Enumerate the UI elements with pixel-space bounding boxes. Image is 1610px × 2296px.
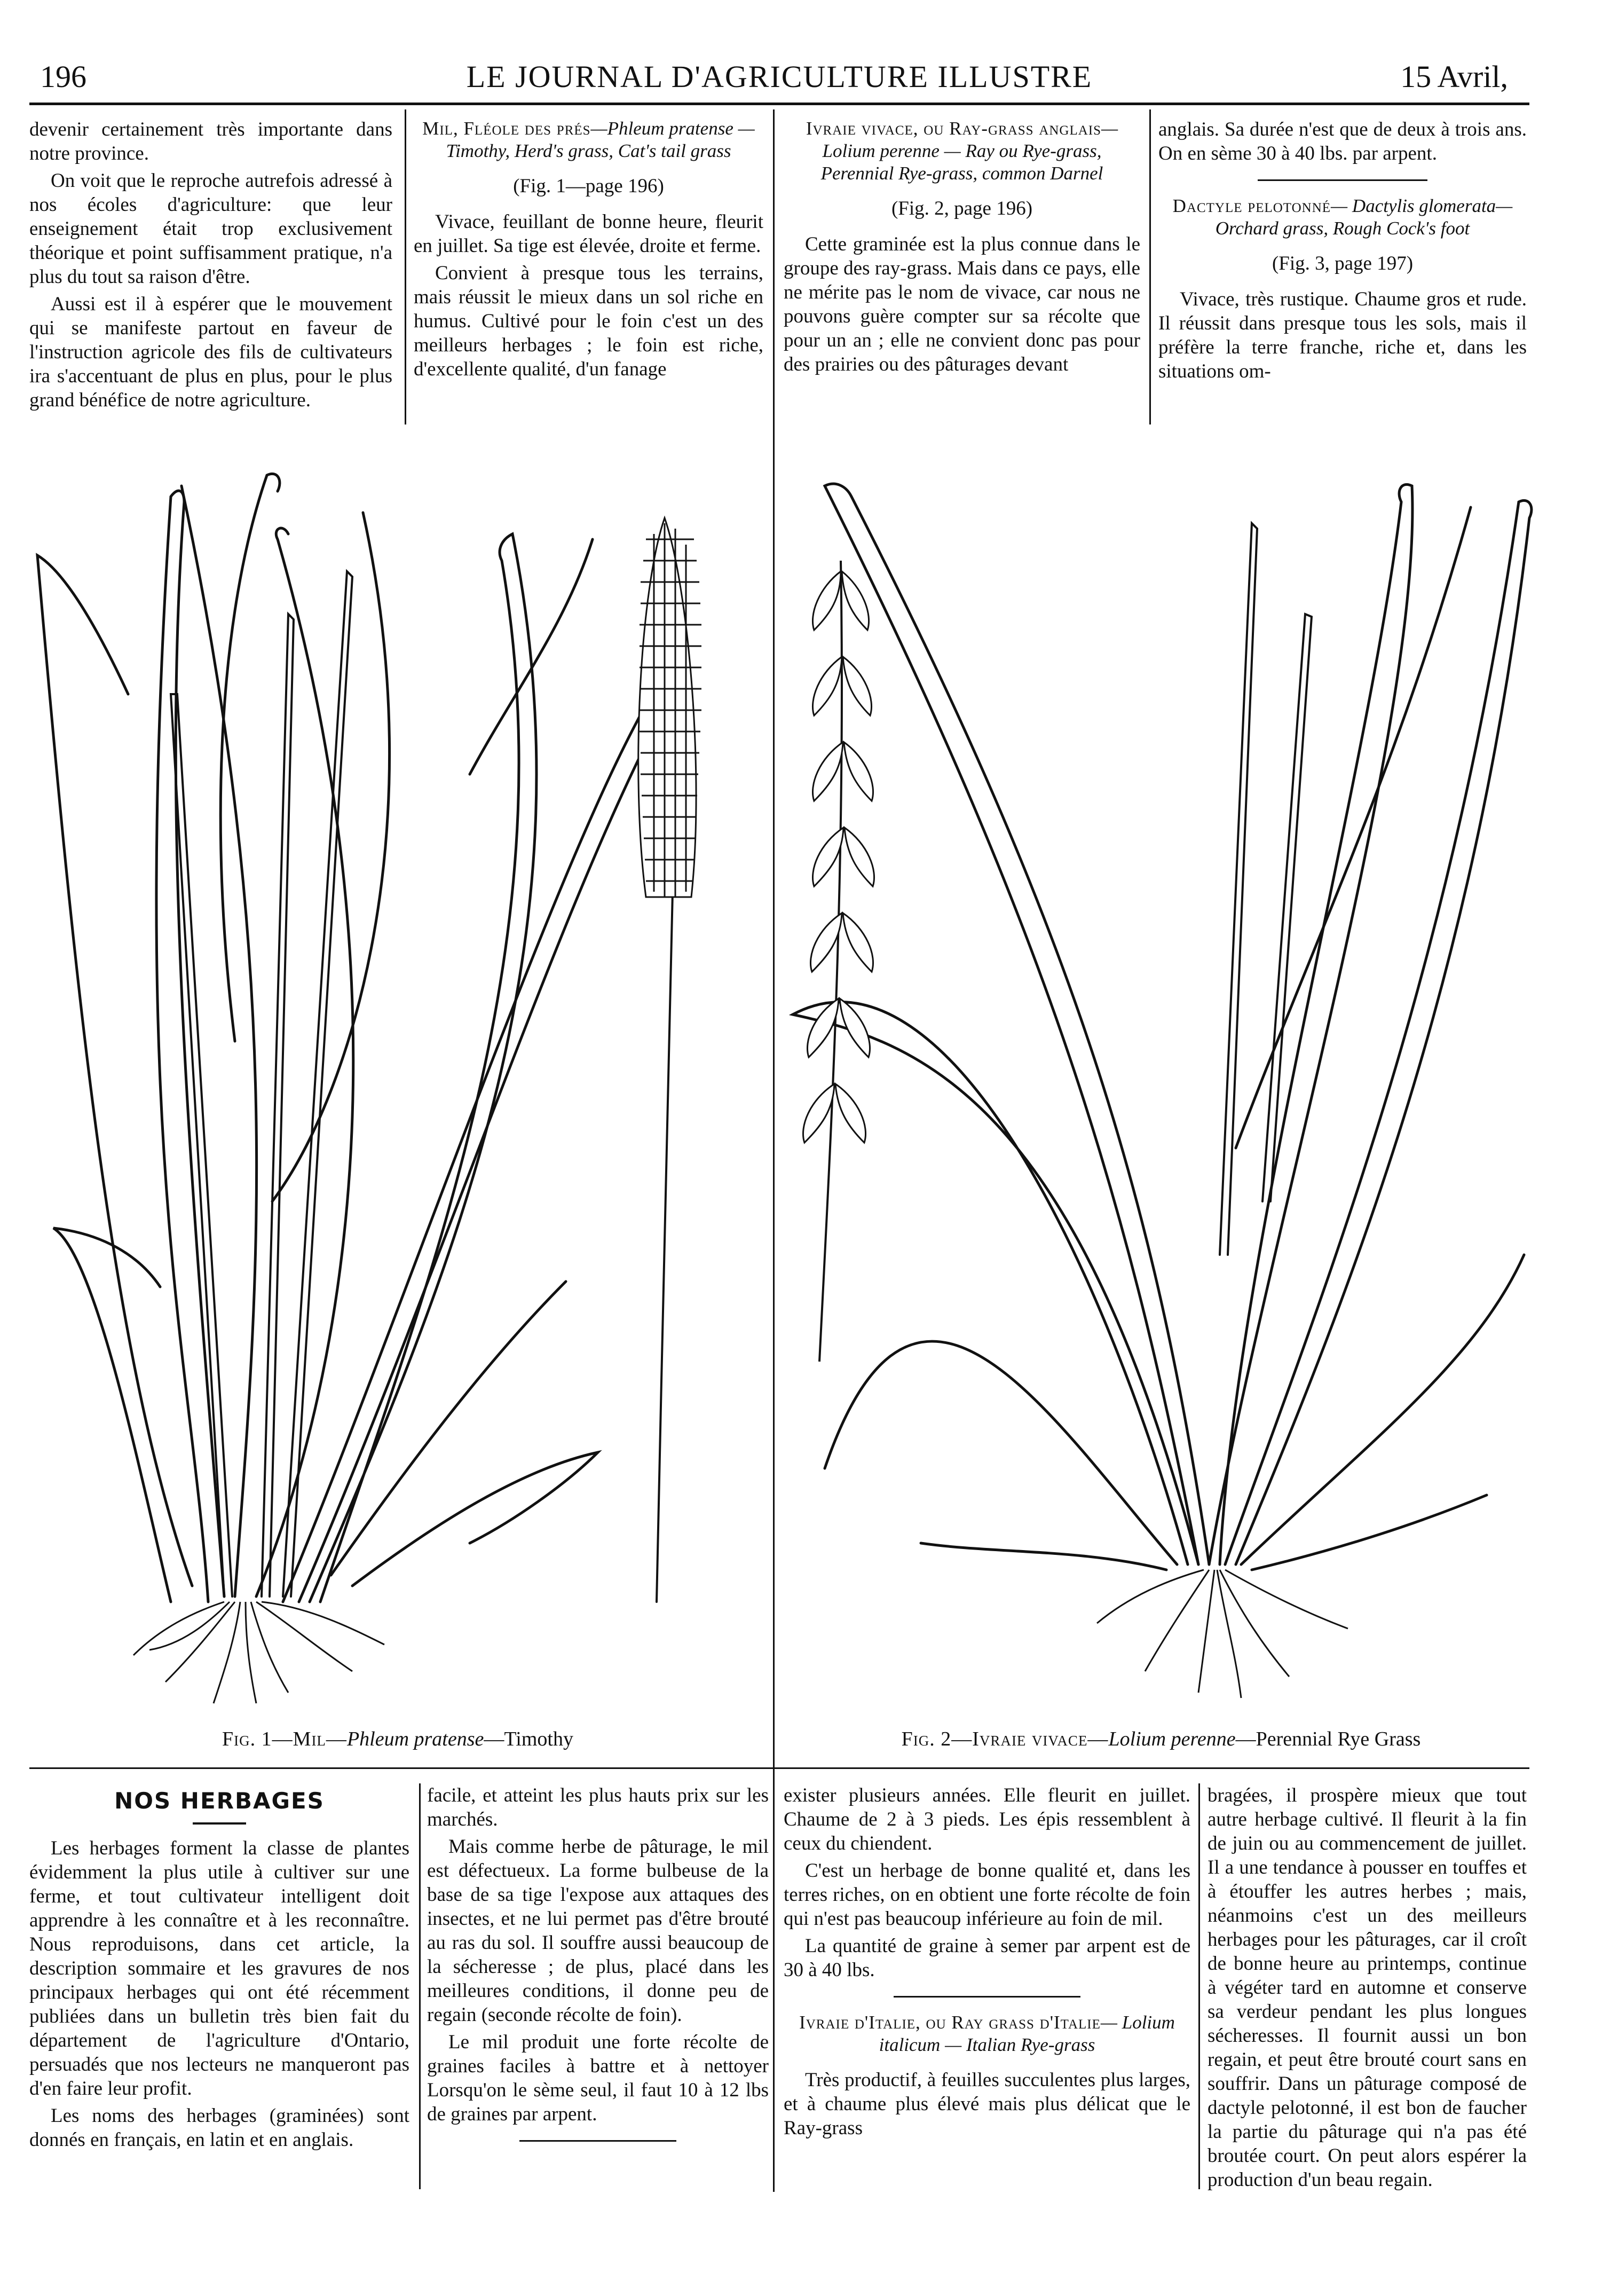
caption-english: —Timothy: [484, 1728, 573, 1750]
caption-latin: Lolium perenne: [1108, 1728, 1236, 1750]
figure-1-caption: [32, 1727, 763, 1751]
article-title: NOS HERBAGES: [114, 1788, 325, 1814]
paragraph: anglais. Sa durée n'est que de deux à trois ans. On en sème 30 à 40 lbs. par arpent.: [1158, 119, 1527, 164]
section-heading-italian-rye-grass: [784, 2011, 1190, 2056]
bottom-column-4: [1208, 1783, 1527, 2195]
title-dash: [193, 1822, 246, 1825]
paragraph: Aussi est il à espérer que le mouvement qui se manifeste partout en faveur de l'instruction agricole des fils de cultivateurs ira s'accentuant de plus en plus, pour le plus grand bénéfice de notre agriculture.: [29, 293, 392, 411]
bottom-column-3: [784, 1783, 1190, 2143]
figure-reference: (Fig. 3, page 197): [1272, 253, 1414, 274]
section-heading-rye-grass: [784, 117, 1140, 185]
column-rule: [1149, 109, 1151, 424]
journal-title: LE JOURNAL D'AGRICULTURE ILLUSTRE: [466, 59, 1093, 94]
figure-1-timothy-engraving: [32, 454, 763, 1709]
figure-2-caption: [782, 1727, 1540, 1751]
caption-latin: Phleum pratense: [346, 1728, 484, 1750]
section-heading-orchard-grass: [1158, 195, 1527, 240]
paragraph: Le mil produit une forte récolte de graines faciles à battre et à nettoyer Lorsqu'on le sème seul, il faut 10 à 12 lbs de graines par arpent.: [427, 2031, 769, 2125]
heading-name: Dactyle pelotonné: [1172, 195, 1331, 216]
column-rule: [405, 109, 406, 424]
caption-text: Fig. 2—Ivraie vivace—: [901, 1728, 1109, 1750]
top-column-3: [784, 117, 1140, 380]
paragraph: bragées, il prospère mieux que tout autre herbage cultivé. Il fleurit à la fin de juin ou au commencement de juillet. Il a une tendance à pousser en touffes et à étouffer les autres herbes ; mais, néanmoins c'est un des meilleurs herbages pour les pâturages, car il croît de bonne heure au printemps, continue à végéter tard en automne et conserve sa verdeur pendant les plus longues sécheresses. Il fournit aussi un bon regain, et peut être brouté court sans en souffrir. Dans un pâturage composé de dactyle pelotonné, il est bon de faucher la partie du pâturage qui n'a pas été broutée court. On peut alors espérer la production d'un beau regain.: [1208, 1784, 1527, 2191]
heading-name: Ivraie vivace, ou Ray-grass anglais: [806, 118, 1102, 139]
separator: [1258, 179, 1427, 181]
center-rule: [773, 109, 775, 2192]
heading-latin: —Phleum pratense — Timothy, Herd's grass, Cat's tail grass: [446, 118, 755, 161]
top-column-1: [29, 117, 392, 415]
paragraph: Les herbages forment la classe de plantes évidemment la plus utile à cultiver sur une ferme, et tout cultivateur intelligent doit apprendre à les connaître et à les reconnaître. Nous reproduisons, dans cet article, la description sommaire et les gravures de nos principaux herbages qui ont été récemment publiées dans un bulletin très bien fait du département de l'agriculture d'Ontario, persuadés que nos lecteurs ne manqueront pas d'en faire leur profit.: [29, 1837, 409, 2100]
paragraph: Les noms des herbages (graminées) sont donnés en français, en latin et en anglais.: [29, 2105, 409, 2151]
page-header: [29, 59, 1529, 96]
paragraph: C'est un herbage de bonne qualité et, dans les terres riches, on en obtient une forte récolte de foin qui n'est pas beaucoup inférieure au foin de mil.: [784, 1860, 1190, 1930]
page-number: 196: [40, 59, 86, 94]
paragraph: Convient à presque tous les terrains, mais réussit le mieux dans un sol riche en humus. Cultivé pour le foin c'est un des meilleurs herbages ; le foin est riche, d'excellente qualité, d'un fanage: [414, 262, 763, 380]
paragraph: Vivace, feuillant de bonne heure, fleurit en juillet. Sa tige est élevée, droite et ferme.: [414, 211, 763, 257]
figure-2-rye-grass-engraving: [782, 454, 1540, 1709]
top-column-4: [1158, 117, 1527, 387]
paragraph: exister plusieurs années. Elle fleurit en juillet. Chaume de 2 à 3 pieds. Les épis ressemblent à ceux du chiendent.: [784, 1784, 1190, 1854]
header-rule: [29, 103, 1529, 105]
bottom-column-1: [29, 1783, 409, 2155]
heading-latin: — Lolium italicum — Italian Rye-grass: [879, 2012, 1175, 2055]
paragraph: Vivace, très rustique. Chaume gros et rude. Il réussit dans presque tous les sols, mais il préfère la terre franche, riche et, dans les situations om-: [1158, 288, 1527, 382]
separator: [894, 1996, 1081, 1998]
column-rule: [419, 1783, 421, 2189]
heading-latin: — Dactylis glomerata—Orchard grass, Rough Cock's foot: [1215, 195, 1513, 239]
heading-latin: —Lolium perenne — Ray ou Rye-grass, Perennial Rye-grass, common Darnel: [820, 118, 1118, 184]
caption-text: Fig. 1—Mil—: [222, 1728, 347, 1750]
paragraph: devenir certainement très importante dans notre province.: [29, 119, 392, 164]
paragraph: On voit que le reproche autrefois adressé à nos écoles d'agriculture: que leur enseignement était trop exclusivement théorique et point suffisamment pratique, n'a plus du tout sa raison d'être.: [29, 170, 392, 288]
caption-english: —Perennial Rye Grass: [1235, 1728, 1421, 1750]
column-rule: [1198, 1783, 1200, 2189]
bottom-column-2: [427, 1783, 769, 2156]
heading-name: Mil, Fléole des prés: [422, 118, 591, 139]
heading-name: Ivraie d'Italie, ou Ray grass d'Italie: [799, 2012, 1101, 2033]
paragraph: facile, et atteint les plus hauts prix sur les marchés.: [427, 1784, 769, 1830]
paragraph: Cette graminée est la plus connue dans le groupe des ray-grass. Mais dans ce pays, elle ne mérite pas le nom de vivace, car nous ne pouvons guère compter sur sa récolte que pour un an ; elle ne convient donc pas pour des prairies ou des pâturages devant: [784, 233, 1140, 375]
separator: [519, 2140, 676, 2142]
caption-rule: [29, 1767, 1529, 1769]
figure-reference: (Fig. 1—page 196): [513, 175, 664, 197]
section-heading-timothy: [414, 117, 763, 162]
figure-reference: (Fig. 2, page 196): [891, 198, 1033, 219]
issue-date: 15 Avril,: [1400, 59, 1508, 94]
paragraph: Très productif, à feuilles succulentes plus larges, et à chaume plus élevé mais plus délicat que le Ray-grass: [784, 2069, 1190, 2139]
paragraph: La quantité de graine à semer par arpent est de 30 à 40 lbs.: [784, 1935, 1190, 1981]
paragraph: Mais comme herbe de pâturage, le mil est défectueux. La forme bulbeuse de la base de sa tige l'expose aux attaques des insectes, et ne lui permet pas d'être brouté au ras du sol. Il souffre aussi beaucoup de la sécheresse ; de plus, placé dans les meilleures conditions, il donne peu de regain (seconde récolte de foin).: [427, 1836, 769, 2026]
top-column-2: [414, 117, 763, 384]
